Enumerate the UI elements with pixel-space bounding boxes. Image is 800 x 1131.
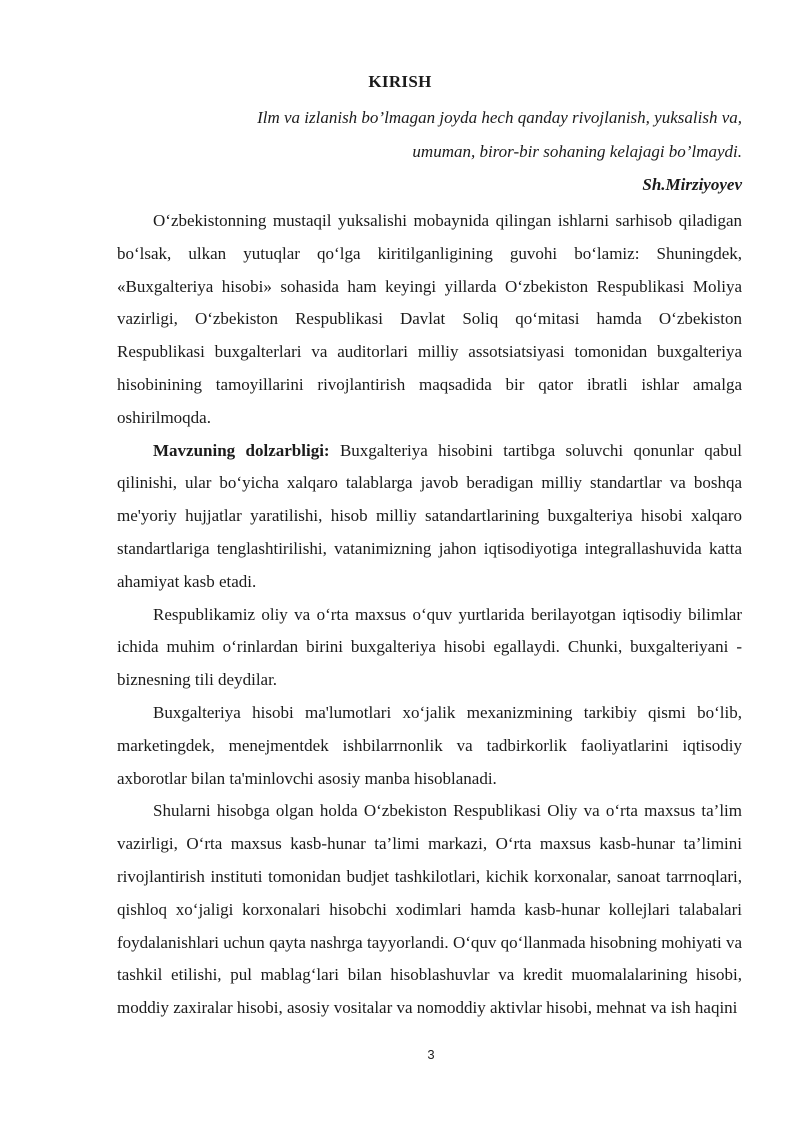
body-text (117, 205, 742, 1025)
page-title: KIRISH (368, 72, 432, 91)
epigraph-line-2: umuman, biror-bir sohaning kelajagi bo’lmaydi. (412, 142, 742, 161)
paragraph-1: O‘zbekistonning mustaqil yuksalishi mobaynida qilingan ishlarni sarhisob qiladigan bo‘lsak, ulkan yutuqlar qo‘lga kiritilganligining guvohi bo‘lamiz: Shuningdek, «Buxgalteriya hisobi» sohasida ham keyingi yillarda O‘zbekiston Respublikasi Moliya vazirligi, O‘zbekiston Respublikasi Davlat Soliq qo‘mitasi hamda O‘zbekiston Respublikasi buxgalterlari va auditorlari milliy assotsiatsiyasi tomonidan buxgalteriya hisobinining tamoyillarini rivojlantirish maqsadida bir qator ibratli ishlar amalga oshirilmoqda. (117, 211, 742, 427)
paragraph-2 (117, 435, 742, 599)
paragraph-2-lead: Mavzuning dolzarbligi: (153, 440, 330, 460)
epigraph-line-1: Ilm va izlanish bo’lmagan joyda hech qanday rivojlanish, yuksalish va, (257, 108, 742, 127)
paragraph-5: Shularni hisobga olgan holda O‘zbekiston Respublikasi Oliy va o‘rta maxsus ta’lim vazirligi, O‘rta maxsus kasb-hunar ta’limi markazi, O‘rta maxsus kasb-hunar ta’limini rivojlantirish instituti tomonidan budjet tashkilotlari, kichik korxonalar, sanoat tarrnoqlari, qishloq xo‘jaligi korxonalari hisobchi xodimlari hamda kasb-hunar kollejlari talabalari foydalanishlari uchun qayta nashrga tayyorlandi. O‘quv qo‘llanmada hisobning mohiyati va tashkil etilishi, pul mablag‘lari bilan hisoblashuvlar va kredit muomalalarining hisobi, moddiy zaxiralar hisobi, asosiy vositalar va nomoddiy aktivlar hisobi, mehnat va ish haqini (117, 801, 742, 1018)
epigraph-author: Sh.Mirziyoyev (642, 175, 742, 194)
paragraph-2-text: Buxgalteriya hisobini tartibga soluvchi qonunlar qabul qilinishi, ular bo‘yicha xalqaro talablarga javob beradigan milliy standartlar va boshqa me'yoriy hujjatlar yaratilishi, hisob milliy satandartlarining buxgalteriya hisobi xalqaro standartlariga tenglashtirilishi, vatanimizning jahon iqtisodiyotiga integrallashuvida katta ahamiyat kasb etadi. (117, 440, 743, 591)
paragraph-4: Buxgalteriya hisobi ma'lumotlari xo‘jalik mexanizmining tarkibiy qismi bo‘lib, marketingdek, menejmentdek ishbilarrnonlik va tadbirkorlik faoliyatlarini iqtisodiy axborotlar bilan ta'minlovchi asosiy manba hisoblanadi. (117, 702, 742, 788)
paragraph-3: Respublikamiz oliy va o‘rta maxsus o‘quv yurtlarida berilayotgan iqtisodiy bilimlar ichida muhim o‘rinlardan birini buxgalteriya hisobi egallaydi. Chunki, buxgalteriyani - biznesning tili deydilar. (117, 604, 742, 690)
page-number: 3 (427, 1047, 435, 1062)
